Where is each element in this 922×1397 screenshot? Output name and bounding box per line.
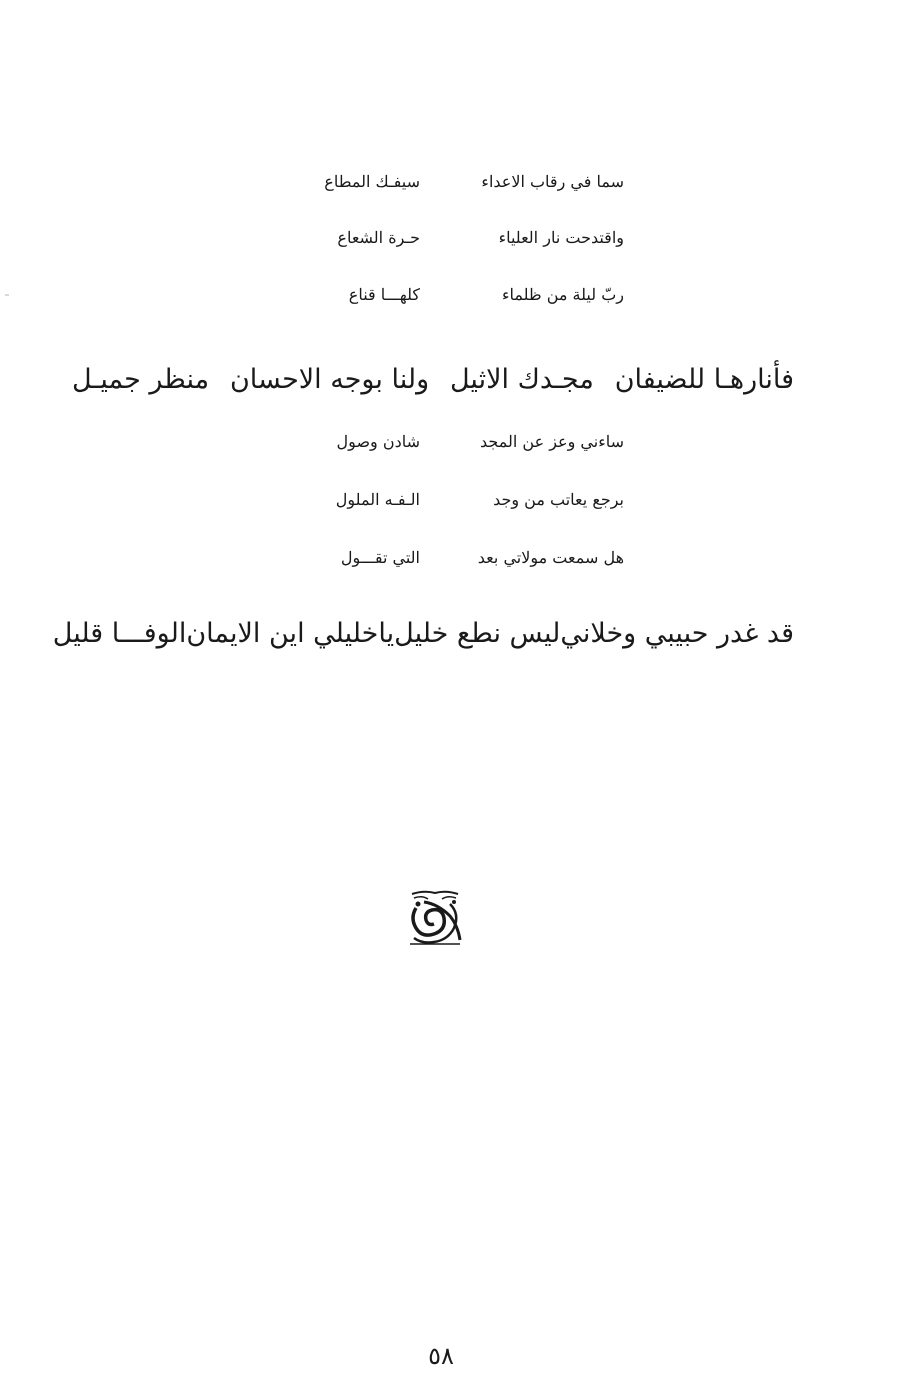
refrain-segment: ليس نطع خليل — [394, 618, 561, 649]
verse-line — [240, 172, 624, 212]
verse-line — [240, 432, 624, 472]
verse-line — [240, 490, 624, 530]
verse-first-hemistich: برجع يعاتب من وجد — [493, 490, 624, 509]
scan-mark — [5, 294, 9, 296]
verse-second-hemistich: الـفـه الملول — [335, 490, 420, 509]
refrain-segment: فأنارهـا للضيفان — [614, 364, 794, 395]
ornament-icon — [404, 888, 466, 950]
verse-first-hemistich: سما في رقاب الاعداء — [481, 172, 624, 191]
refrain-segment: قد غدر حبيبي وخلاني — [560, 618, 794, 649]
refrain-segment: منظر جميـل — [72, 364, 210, 395]
verse-line — [240, 548, 624, 588]
verse-first-hemistich: واقتدحت نار العلياء — [498, 228, 624, 247]
refrain-line — [52, 612, 794, 656]
verse-line — [240, 285, 624, 325]
verse-first-hemistich: هل سمعت مولاتي بعد — [477, 548, 624, 567]
verse-second-hemistich: كلهـــا قناع — [348, 285, 420, 304]
verse-first-hemistich: ربّ ليلة من ظلماء — [501, 285, 624, 304]
refrain-segment: ولنا بوجه الاحسان — [229, 364, 430, 395]
refrain-line — [72, 358, 794, 402]
refrain-segment: الوفـــا قليل — [52, 618, 187, 649]
verse-second-hemistich: التي تقـــول — [340, 548, 420, 567]
page-number: ٥٨ — [428, 1342, 454, 1370]
verse-first-hemistich: ساءني وعز عن المجد — [480, 432, 624, 451]
verse-second-hemistich: سيفـك المطاع — [324, 172, 420, 191]
refrain-segment: مجـدك الاثيل — [449, 364, 594, 395]
refrain-segment: ياخليلي اين الايمان — [186, 618, 395, 649]
verse-second-hemistich: شادن وصول — [336, 432, 420, 451]
verse-line — [240, 228, 624, 268]
verse-second-hemistich: حـرة الشعاع — [337, 228, 420, 247]
